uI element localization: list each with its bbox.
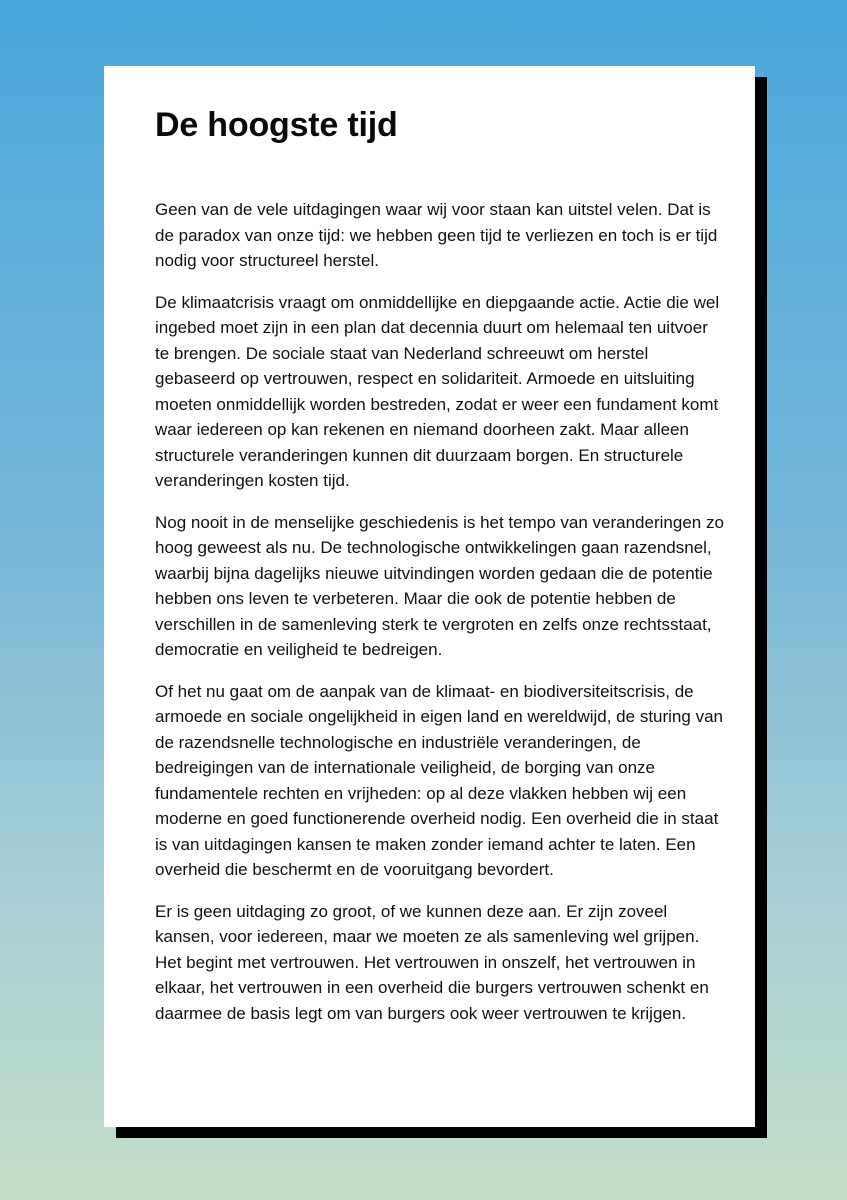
article-title: De hoogste tijd	[155, 106, 398, 144]
paragraph-4: Of het nu gaat om de aanpak van de klimaat- en biodiversiteitscrisis, de armoede en sociale ongelijkheid in eigen land en wereldwijd, de sturing van de razendsnelle technologische en industriële veranderingen, de bedreigingen van de internationale veiligheid, de borging van onze fundamentele rechten en vrijheden: op al deze vlakken hebben wij een moderne en goed functionerende overheid nodig. Een overheid die in staat is van uitdagingen kansen te maken zonder iemand achter te laten. Een overheid die beschermt en de vooruitgang bevordert.	[155, 681, 723, 879]
paragraph-3: Nog nooit in de menselijke geschiedenis is het tempo van veranderingen zo hoog geweest als nu. De technologische ontwikkelingen gaan razendsnel, waarbij bijna dagelijks nieuwe uitvindingen worden gedaan die de potentie hebben ons leven te verbeteren. Maar die ook de potentie hebben de verschillen in de samenleving sterk te vergroten en zelfs onze rechtsstaat, democratie en veiligheid te bedreigen.	[155, 512, 724, 659]
paragraph-1: Geen van de vele uitdagingen waar wij voor staan kan uitstel velen. Dat is de paradox van onze tijd: we hebben geen tijd te verliezen en toch is er tijd nodig voor structureel herstel.	[155, 200, 718, 270]
article-body	[155, 197, 724, 1026]
article-card	[104, 66, 755, 1127]
paragraph-5: Er is geen uitdaging zo groot, of we kunnen deze aan. Er zijn zoveel kansen, voor iedereen, maar we moeten ze als samenleving wel grijpen. Het begint met vertrouwen. Het vertrouwen in onszelf, het vertrouwen in elkaar, het vertrouwen in een overheid die burgers vertrouwen schenkt en daarmee de basis legt om van burgers ook weer vertrouwen te krijgen.	[155, 901, 709, 1023]
paragraph-2: De klimaatcrisis vraagt om onmiddellijke en diepgaande actie. Actie die wel ingebed moet zijn in een plan dat decennia duurt om helemaal ten uitvoer te brengen. De sociale staat van Nederland schreeuwt om herstel gebaseerd op vertrouwen, respect en solidariteit. Armoede en uitsluiting moeten onmiddellijk worden bestreden, zodat er weer een fundament komt waar iedereen op kan rekenen en niemand doorheen zakt. Maar alleen structurele veranderingen kunnen dit duurzaam borgen. En structurele veranderingen kosten tijd.	[155, 292, 720, 490]
